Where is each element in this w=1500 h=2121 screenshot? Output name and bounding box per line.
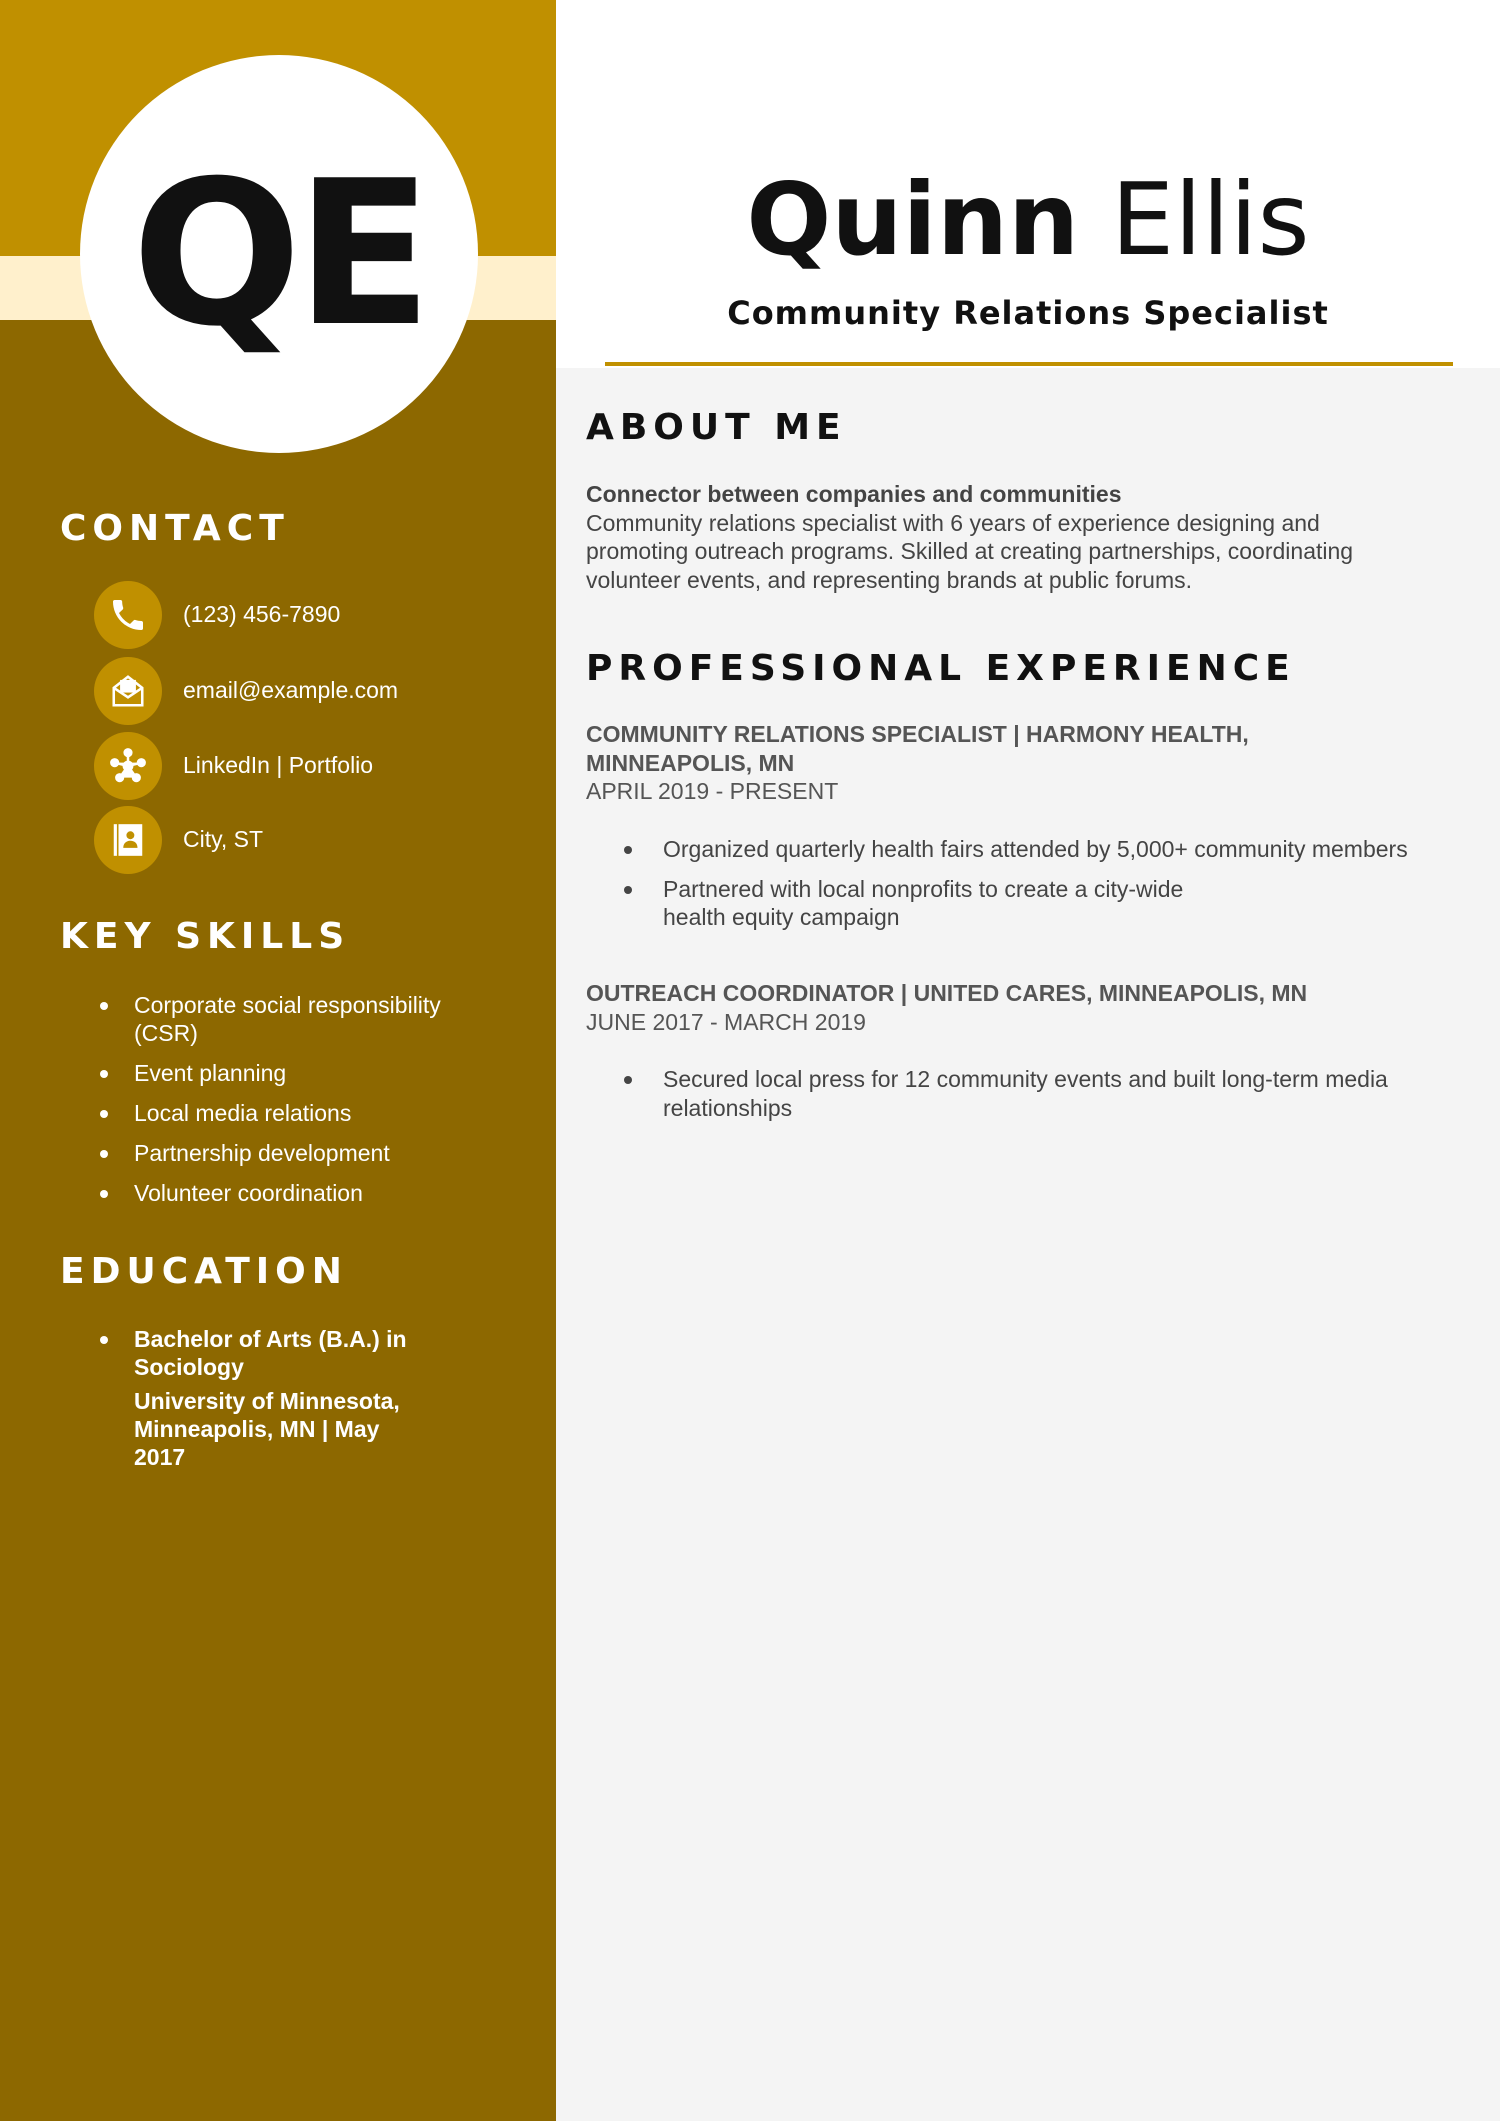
contact-phone[interactable]: (123) 456-7890 bbox=[183, 601, 341, 627]
email-icon bbox=[94, 657, 162, 725]
education-list bbox=[100, 1325, 430, 1471]
about-tagline: Connector between companies and communities bbox=[586, 481, 1122, 507]
job-title: OUTREACH COORDINATOR | UNITED CARES, MINNEAPOLIS, MN bbox=[586, 980, 1308, 1006]
network-icon bbox=[94, 732, 162, 800]
job-entry bbox=[586, 720, 1406, 806]
contact-email[interactable]: email@example.com bbox=[183, 677, 399, 703]
skill-item: Volunteer coordination bbox=[100, 1179, 480, 1207]
skills-heading: KEY SKILLS bbox=[60, 916, 351, 957]
about-text: Community relations specialist with 6 years of experience designing and promoting outreach programs. Skilled at creating partnerships, coordinating volunteer events, and representing brands at public forums. bbox=[586, 509, 1354, 593]
school: University of Minnesota, Minneapolis, MN | May 2017 bbox=[134, 1388, 400, 1470]
job-bullet: Organized quarterly health fairs attended by 5,000+ community members bbox=[622, 835, 1422, 864]
address-book-icon bbox=[94, 806, 162, 874]
job-dates: JUNE 2017 - MARCH 2019 bbox=[586, 1008, 866, 1035]
skill-item: Corporate social responsibility (CSR) bbox=[100, 991, 480, 1047]
contact-location: City, ST bbox=[183, 826, 264, 852]
skill-item: Local media relations bbox=[100, 1099, 480, 1127]
job-entry bbox=[586, 979, 1406, 1036]
initials-monogram: QE bbox=[80, 55, 478, 453]
candidate-name bbox=[556, 160, 1500, 280]
skill-item: Event planning bbox=[100, 1059, 480, 1087]
header-divider bbox=[605, 362, 1453, 366]
phone-icon bbox=[94, 581, 162, 649]
about-section bbox=[586, 480, 1406, 594]
contact-heading: CONTACT bbox=[60, 508, 290, 549]
job-title: COMMUNITY RELATIONS SPECIALIST | HARMONY HEALTH, MINNEAPOLIS, MN bbox=[586, 721, 1249, 776]
about-heading: ABOUT ME bbox=[586, 407, 847, 448]
job-title: Community Relations Specialist bbox=[727, 294, 1329, 332]
job-bullet: Secured local press for 12 community events and built long-term media relationships bbox=[622, 1065, 1442, 1122]
first-name: Quinn bbox=[746, 161, 1080, 278]
job-bullet: Partnered with local nonprofits to create a city-wide health equity campaign bbox=[622, 875, 1382, 932]
job-dates: APRIL 2019 - PRESENT bbox=[586, 778, 839, 804]
job-bullets bbox=[622, 835, 1422, 943]
education-heading: EDUCATION bbox=[60, 1251, 348, 1292]
skill-item: Partnership development bbox=[100, 1139, 480, 1167]
experience-heading: PROFESSIONAL EXPERIENCE bbox=[586, 648, 1296, 689]
skills-list bbox=[100, 991, 480, 1207]
last-name: Ellis bbox=[1111, 161, 1310, 278]
job-bullets bbox=[622, 1065, 1442, 1133]
education-item bbox=[100, 1325, 430, 1471]
degree: Bachelor of Arts (B.A.) in Sociology bbox=[134, 1326, 407, 1380]
contact-links[interactable]: LinkedIn | Portfolio bbox=[183, 752, 374, 778]
